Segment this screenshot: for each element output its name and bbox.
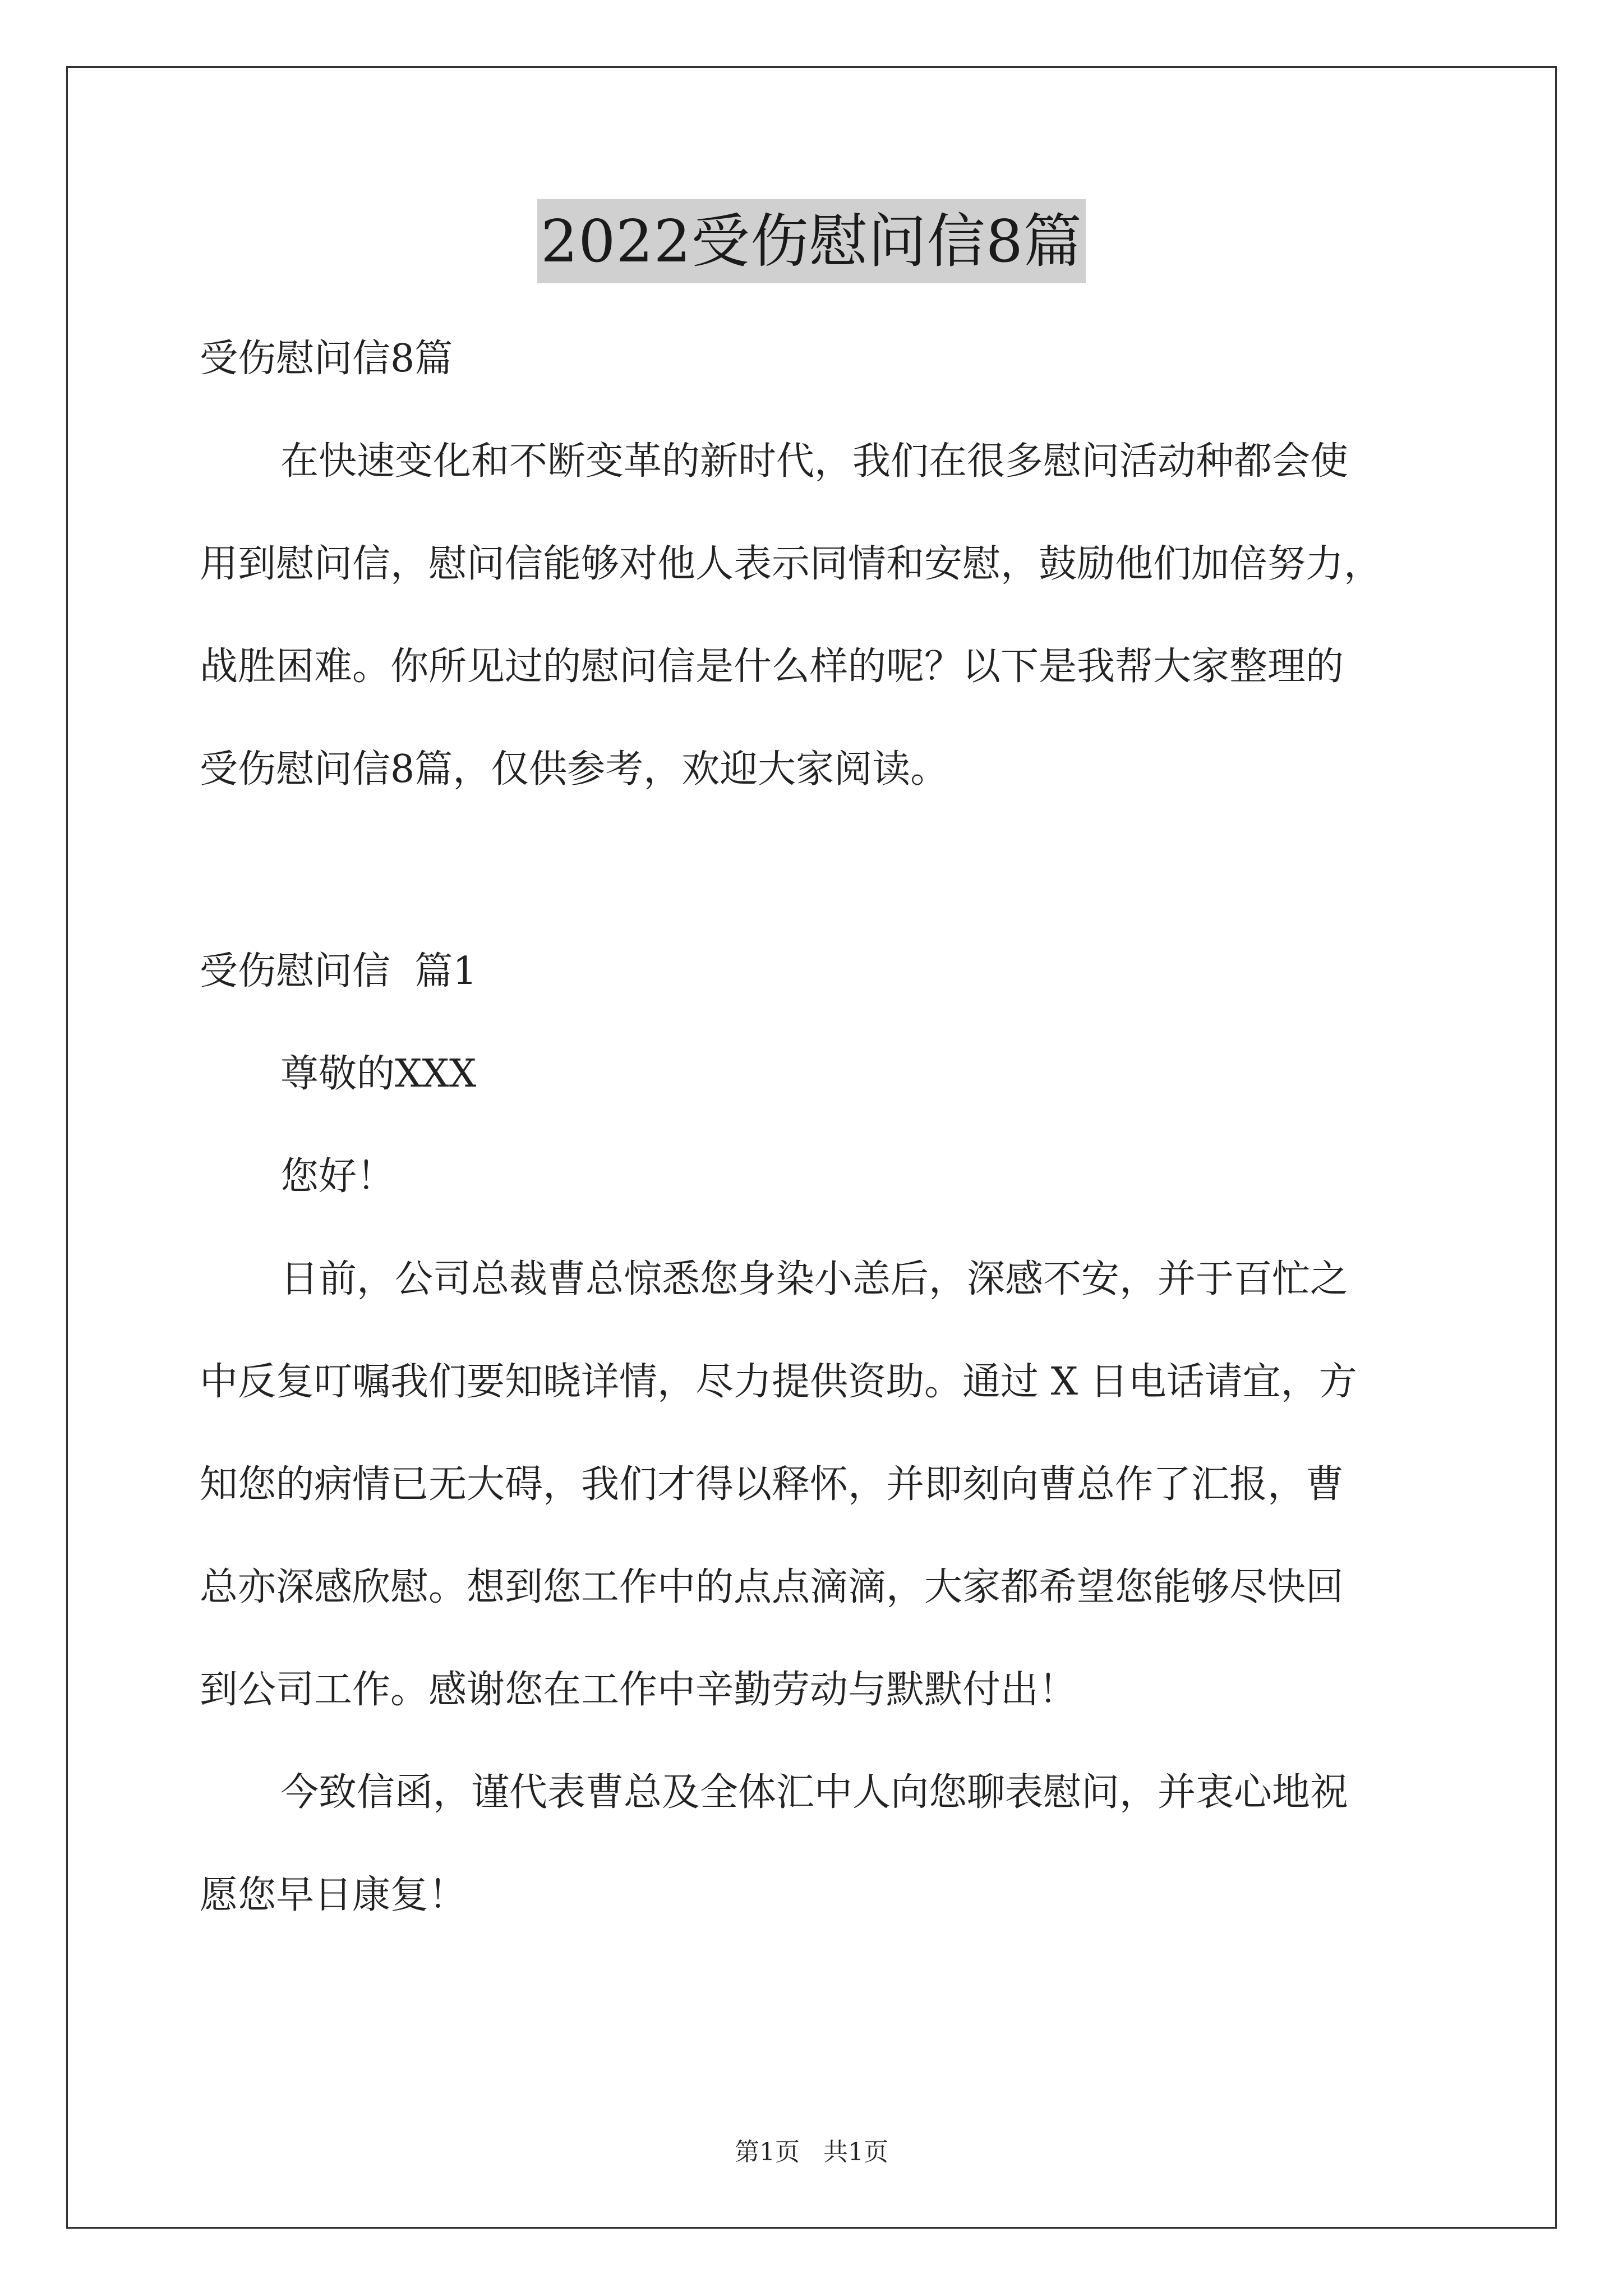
paragraph-gap [200, 821, 1433, 920]
intro-line: 在快速变化和不断变革的新时代，我们在很多慰问活动种都会使 [280, 439, 1349, 484]
intro-line: 用到慰问信，慰问信能够对他人表示同情和安慰，鼓励他们加倍努力， [200, 542, 1382, 586]
body-line: 总亦深感欣慰。想到您工作中的点点滴滴，大家都希望您能够尽快回 [200, 1565, 1344, 1609]
section-heading: 受伤慰问信 篇1 [200, 949, 477, 993]
greeting: 您好！ [280, 1154, 395, 1199]
page-number-footer: 第1页 共1页 [735, 2138, 888, 2166]
closing-line: 今致信函，谨代表曹总及全体汇中人向您聊表慰问，并衷心地祝 [280, 1770, 1349, 1815]
intro-line: 战胜困难。你所见过的慰问信是什么样的呢？以下是我帮大家整理的 [200, 645, 1344, 689]
body-line: 中反复叮嘱我们要知晓详情，尽力提供资助。通过 X 日电话请宜，方 [200, 1360, 1357, 1404]
document-subtitle: 受伤慰问信8篇 [200, 337, 453, 381]
salutation: 尊敬的XXX [280, 1052, 477, 1096]
document-title: 2022受伤慰问信8篇 [537, 199, 1086, 283]
body-line: 日前，公司总裁曹总惊悉您身染小恙后，深感不安，并于百忙之 [280, 1257, 1349, 1301]
title-container [0, 199, 1623, 283]
intro-line: 受伤慰问信8篇，仅供参考，欢迎大家阅读。 [200, 747, 949, 792]
body-line: 知您的病情已无大碍，我们才得以释怀，并即刻向曹总作了汇报，曹 [200, 1462, 1344, 1507]
body-line: 到公司工作。感谢您在工作中辛勤劳动与默默付出！ [200, 1668, 1077, 1712]
closing-line: 愿您早日康复！ [200, 1873, 467, 1917]
document-body [200, 307, 1433, 1947]
